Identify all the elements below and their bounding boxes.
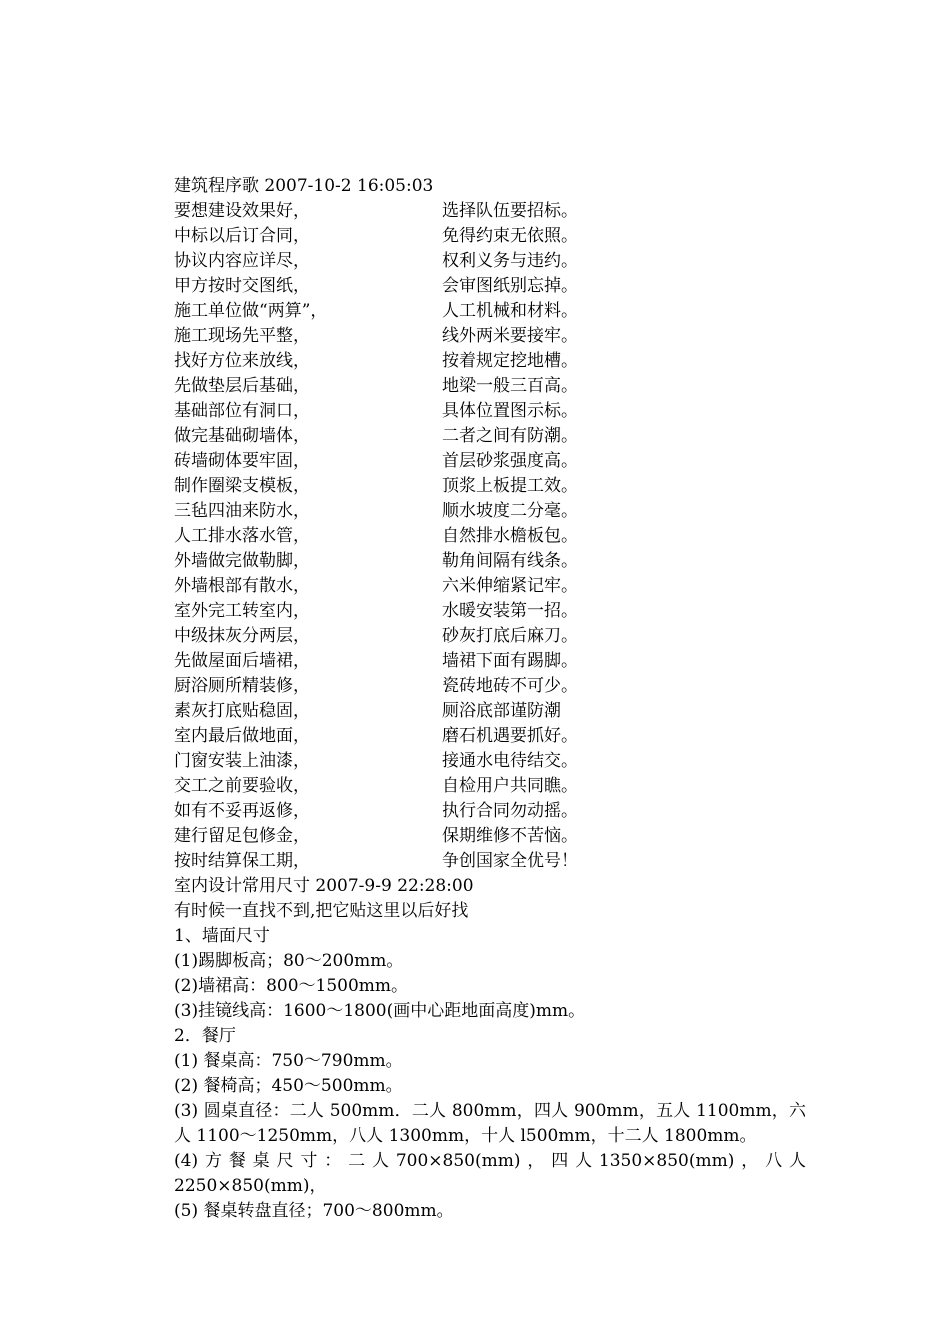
verse-right: 免得约束无依照。 <box>442 226 578 246</box>
verse-row <box>174 224 806 249</box>
wall-item-3: (3)挂镜线高：1600～1800(画中心距地面高度)mm。 <box>174 1001 586 1021</box>
verse-left: 制作圈梁支模板， <box>174 476 310 496</box>
verse-left: 找好方位来放线， <box>174 351 310 371</box>
verse-left: 先做垫层后基础， <box>174 376 310 396</box>
verse-right: 二者之间有防潮。 <box>442 426 578 446</box>
verse-row <box>174 299 806 324</box>
verse-left: 中标以后订合同， <box>174 226 310 246</box>
verse-right: 自检用户共同瞧。 <box>442 776 578 796</box>
verse-left: 室外完工转室内， <box>174 601 310 621</box>
verse-row <box>174 374 806 399</box>
item4-token: 700×850(mm) <box>395 1151 521 1171</box>
verse-left: 交工之前要验收， <box>174 776 310 796</box>
verse-right: 人工机械和材料。 <box>442 301 578 321</box>
item4-token: 寸 <box>300 1151 318 1171</box>
verse-left: 素灰打底贴稳固， <box>174 701 310 721</box>
verse-right: 六米伸缩紧记牢。 <box>442 576 578 596</box>
item4-token: ， <box>527 1151 545 1171</box>
verse-right: 自然排水檐板包。 <box>442 526 578 546</box>
verse-row <box>174 674 806 699</box>
verse-row <box>174 624 806 649</box>
verse-row <box>174 774 806 799</box>
wall-item-1: (1)踢脚板高；80～200mm。 <box>174 951 404 971</box>
item4-token: 餐 <box>228 1151 246 1171</box>
item4-token: 四 <box>551 1151 569 1171</box>
item4-token: ： <box>324 1151 342 1171</box>
verse-left: 基础部位有洞口， <box>174 401 310 421</box>
verse-left: 按时结算保工期， <box>174 851 310 871</box>
verse-row <box>174 599 806 624</box>
verse-left: 砖墙砌体要牢固， <box>174 451 310 471</box>
verse-right: 顺水坡度二分毫。 <box>442 501 578 521</box>
verse-row <box>174 724 806 749</box>
document-page <box>174 174 806 1224</box>
verse-row <box>174 274 806 299</box>
verse-left: 建行留足包修金， <box>174 826 310 846</box>
verse-left: 协议内容应详尽， <box>174 251 310 271</box>
item4-token: 尺 <box>276 1151 294 1171</box>
dining-item-2: (2) 餐椅高；450～500mm。 <box>174 1076 403 1096</box>
verse-left: 门窗安装上油漆， <box>174 751 310 771</box>
item4-token: 二 <box>348 1151 366 1171</box>
verse-left: 外墙根部有散水， <box>174 576 310 596</box>
section-dining-title: 2．餐厅 <box>174 1026 236 1046</box>
verse-row <box>174 449 806 474</box>
verse-row <box>174 349 806 374</box>
item4-token: 人 <box>575 1151 593 1171</box>
verse-row <box>174 549 806 574</box>
verse-left: 三毡四油来防水， <box>174 501 310 521</box>
section-wall-title: 1、墙面尺寸 <box>174 926 270 946</box>
verse-left: 施工现场先平整， <box>174 326 310 346</box>
verse-right: 水暖安装第一招。 <box>442 601 578 621</box>
verse-right: 保期维修不苦恼。 <box>442 826 578 846</box>
item4-token: 八 <box>765 1151 783 1171</box>
dimensions-intro: 有时候一直找不到,把它贴这里以后好找 <box>174 901 469 921</box>
verse-right: 墙裙下面有踢脚。 <box>442 651 578 671</box>
verse-left: 厨浴厕所精装修， <box>174 676 310 696</box>
verse-row <box>174 474 806 499</box>
item4-token: 1350×850(mm) <box>598 1151 735 1171</box>
verse-left: 外墙做完做勒脚， <box>174 551 310 571</box>
verse-row <box>174 799 806 824</box>
verse-right: 权利义务与违约。 <box>442 251 578 271</box>
dining-item-4 <box>174 1149 806 1174</box>
verse-left: 中级抹灰分两层， <box>174 626 310 646</box>
verse-left: 人工排水落水管， <box>174 526 310 546</box>
verse-left: 如有不妥再返修， <box>174 801 310 821</box>
verse-row <box>174 499 806 524</box>
verse-right: 选择队伍要招标。 <box>442 201 578 221</box>
dimensions-heading: 室内设计常用尺寸 2007-9-9 22:28:00 <box>174 876 474 896</box>
verse-right: 砂灰打底后麻刀。 <box>442 626 578 646</box>
verse-row <box>174 424 806 449</box>
verse-row <box>174 649 806 674</box>
verse-right: 执行合同勿动摇。 <box>442 801 578 821</box>
wall-item-2: (2)墙裙高：800～1500mm。 <box>174 976 409 996</box>
item4-token: 人 <box>788 1151 806 1171</box>
verse-row <box>174 699 806 724</box>
verse-right: 勒角间隔有线条。 <box>442 551 578 571</box>
item4-token: ， <box>741 1151 759 1171</box>
item4-token: (4) <box>174 1151 199 1171</box>
dining-item-5: (5) 餐桌转盘直径；700～800mm。 <box>174 1201 454 1221</box>
verse-row <box>174 849 806 874</box>
verse-row <box>174 574 806 599</box>
verse-right: 具体位置图示标。 <box>442 401 578 421</box>
poem-verses <box>174 199 806 874</box>
item4-token: 桌 <box>252 1151 270 1171</box>
verse-right: 厕浴底部谨防潮 <box>442 701 561 721</box>
verse-right: 争创国家全优号！ <box>442 851 578 871</box>
verse-right: 顶浆上板提工效。 <box>442 476 578 496</box>
verse-right: 线外两米要接牢。 <box>442 326 578 346</box>
poem-heading: 建筑程序歌 2007-10-2 16:05:03 <box>174 176 434 196</box>
verse-row <box>174 399 806 424</box>
verse-row <box>174 199 806 224</box>
dining-item-1: (1) 餐桌高：750～790mm。 <box>174 1051 403 1071</box>
verse-right: 会审图纸别忘掉。 <box>442 276 578 296</box>
verse-row <box>174 249 806 274</box>
verse-left: 做完基础砌墙体， <box>174 426 310 446</box>
item4-token: 人 <box>371 1151 389 1171</box>
verse-right: 首层砂浆强度高。 <box>442 451 578 471</box>
item4-token: 方 <box>204 1151 222 1171</box>
verse-right: 接通水电待结交。 <box>442 751 578 771</box>
dining-item-4-tail: 2250×850(mm)， <box>174 1176 327 1196</box>
verse-left: 甲方按时交图纸， <box>174 276 310 296</box>
verse-row <box>174 524 806 549</box>
verse-left: 先做屋面后墙裙， <box>174 651 310 671</box>
dining-item-3: (3) 圆桌直径：二人 500mm．二人 800mm，四人 900mm，五人 1100mm，六人 1100～1250mm，八人 1300mm，十人 l500mm，十二人 1800mm。 <box>174 1101 806 1146</box>
verse-left: 室内最后做地面， <box>174 726 310 746</box>
verse-right: 地梁一般三百高。 <box>442 376 578 396</box>
verse-row <box>174 824 806 849</box>
verse-left: 要想建设效果好， <box>174 201 310 221</box>
verse-right: 瓷砖地砖不可少。 <box>442 676 578 696</box>
verse-right: 磨石机遇要抓好。 <box>442 726 578 746</box>
verse-right: 按着规定挖地槽。 <box>442 351 578 371</box>
verse-row <box>174 749 806 774</box>
verse-row <box>174 324 806 349</box>
verse-left: 施工单位做“两算”， <box>174 301 328 321</box>
